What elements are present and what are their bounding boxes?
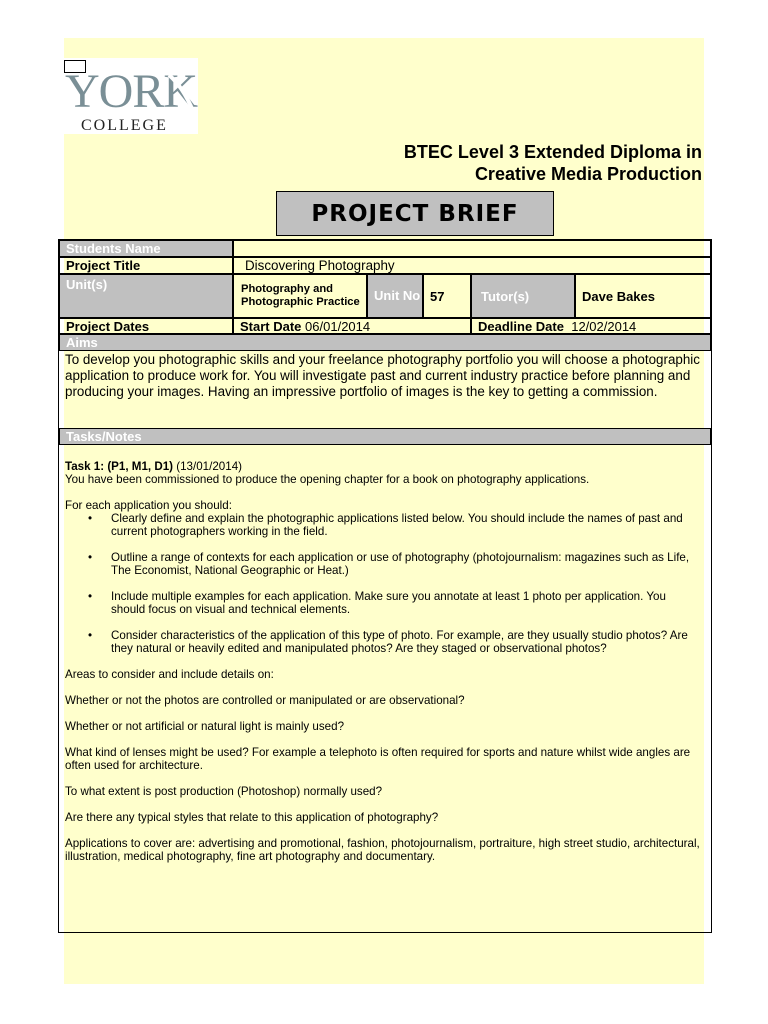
question-controlled: Whether or not the photos are controlled or manipulated or are observational? <box>65 694 465 707</box>
question-lighting: Whether or not artificial or natural light is mainly used? <box>65 720 345 733</box>
question-post-production: To what extent is post production (Photoshop) normally used? <box>65 785 383 798</box>
svg-text:YORK: YORK <box>65 67 198 113</box>
bullet-dot-icon: • <box>88 512 93 525</box>
aims-heading: Aims <box>59 334 711 351</box>
bullet-dot-icon: • <box>88 551 93 564</box>
list-item <box>65 590 701 616</box>
task1-heading <box>65 460 701 473</box>
tasks-heading: Tasks/Notes <box>59 428 711 445</box>
aims-text: To develop you photographic skills and your freelance photography portfolio you will choose a photographic application to produce work for. You will investigate past and current industry practice before planning and producing your images. Having an impressive portfolio of images is the key to getting a commission. <box>65 352 700 399</box>
start-date-label: Start Date <box>240 318 302 334</box>
start-date-value: 06/01/2014 <box>305 318 371 334</box>
project-brief-heading: PROJECT BRIEF <box>276 191 554 236</box>
deadline-date-label: Deadline Date <box>478 318 564 334</box>
project-title-label: Project Title <box>59 257 233 274</box>
bullet-dot-icon: • <box>88 629 93 642</box>
york-wordmark <box>65 67 198 113</box>
students-name-label: Students Name <box>59 240 233 257</box>
project-title-value: Discovering Photography <box>233 257 711 274</box>
bullet-dot-icon: • <box>88 590 93 603</box>
list-item <box>65 629 701 655</box>
tutors-label: Tutor(s) <box>471 274 575 318</box>
logo-college-text: COLLEGE <box>81 117 168 134</box>
deadline-date-cell <box>471 318 711 334</box>
college-logo <box>64 58 198 134</box>
units-value: Photography and Photographic Practice <box>233 274 367 318</box>
bullet-text: Outline a range of contexts for each application or use of photography (photojournalism: magazines such as Life, The Economist, National Geographic or Heat.) <box>111 551 690 577</box>
bullet-text: Include multiple examples for each application. Make sure you annotate at least 1 photo per application. You should focus on visual and technical elements. <box>111 590 666 616</box>
list-item <box>65 551 701 577</box>
course-title-line2: Creative Media Production <box>474 164 702 184</box>
bullet-text: Consider characteristics of the application of this type of photo. For example, are they usually studio photos? Are they natural or heavily edited and manipulated photos? Are they staged or observational photos? <box>111 629 688 655</box>
task1-label: Task 1: (P1, M1, D1) <box>65 460 174 473</box>
bullet-text: Clearly define and explain the photographic applications listed below. You should include the names of past and current photographers working in the field. <box>111 512 683 538</box>
units-label: Unit(s) <box>59 274 233 318</box>
unit-no-label: Unit No <box>367 274 423 318</box>
unit-no-value: 57 <box>423 274 471 318</box>
task1-intro: You have been commissioned to produce the opening chapter for a book on photography applications. <box>65 473 590 486</box>
areas-line: Areas to consider and include details on: <box>65 668 274 681</box>
course-title-line1: BTEC Level 3 Extended Diploma in <box>403 142 702 162</box>
project-dates-label: Project Dates <box>59 318 233 334</box>
deadline-date-value: 12/02/2014 <box>571 318 637 334</box>
question-lenses: What kind of lenses might be used? For example a telephoto is often required for sports and nature whilst wide angles are often used for architecture. <box>65 746 691 772</box>
applications-list: Applications to cover are: advertising and promotional, fashion, photojournalism, portraiture, high street studio, architectural, illustration, medical photography, fine art photography and documentary. <box>65 837 700 863</box>
for-each-line: For each application you should: <box>65 499 232 512</box>
tasks-notes-body <box>65 460 701 863</box>
task-bullet-list <box>65 512 701 655</box>
question-styles: Are there any typical styles that relate to this application of photography? <box>65 811 439 824</box>
tutors-value: Dave Bakes <box>575 274 711 318</box>
task1-date: (13/01/2014) <box>173 460 242 473</box>
list-item <box>65 512 701 538</box>
students-name-field[interactable] <box>233 240 711 257</box>
start-date-cell <box>233 318 471 334</box>
